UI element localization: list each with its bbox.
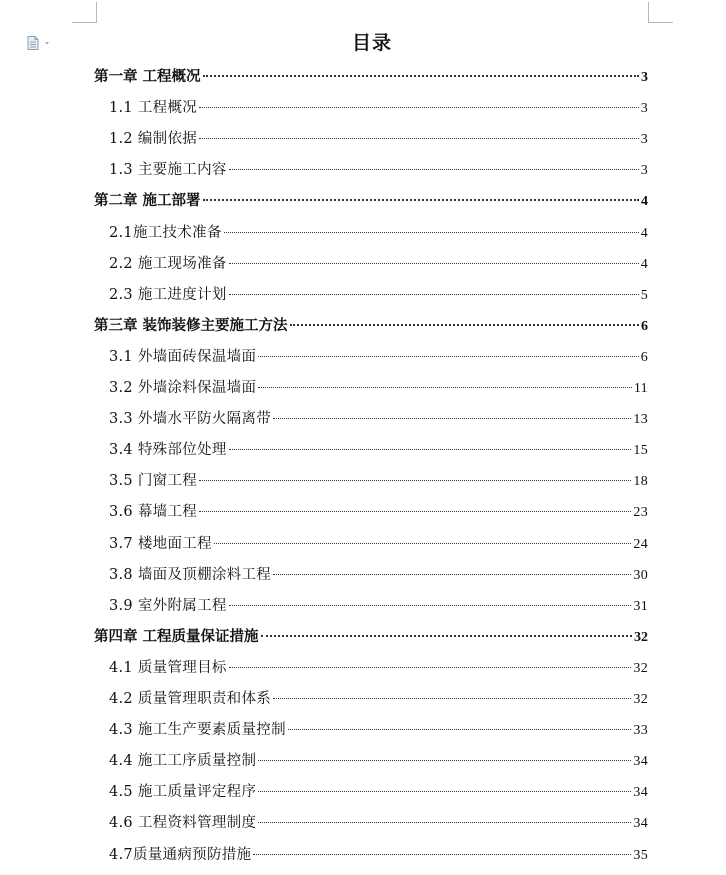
toc-page-number: 5 [640, 287, 648, 303]
toc-page-number: 3 [640, 163, 648, 179]
toc-section-entry[interactable] [109, 346, 648, 368]
toc-title: 目录 [351, 32, 392, 54]
toc-section-entry[interactable] [109, 501, 648, 523]
toc-entry-text: 3.1 外墙面砖保温墙面 [109, 348, 257, 365]
toc-entry-text: 1.1 工程概况 [109, 100, 198, 117]
toc-page-number: 13 [633, 412, 648, 428]
toc-entry-text: 第四章 工程质量保证措施 [94, 627, 259, 645]
toc-entry-text: 2.3 施工进度计划 [109, 286, 227, 303]
toc-entry-text: 4.7质量通病预防措施 [109, 846, 252, 863]
toc-section-entry[interactable] [109, 657, 648, 679]
toc-entry-text: 3.7 楼地面工程 [109, 535, 212, 552]
toc-section-entry[interactable] [109, 750, 648, 772]
toc-chapter-entry[interactable] [94, 190, 648, 212]
toc-page-number: 6 [640, 349, 648, 365]
toc-page-number: 31 [633, 598, 648, 614]
toc-section-entry[interactable] [109, 781, 648, 803]
toc-page-number: 33 [633, 723, 648, 739]
toc-section-entry[interactable] [109, 844, 648, 866]
toc-page-number: 35 [633, 847, 648, 863]
toc-section-entry[interactable] [109, 688, 648, 710]
toc-section-entry[interactable] [109, 564, 648, 586]
toc-dot-leader [224, 232, 639, 233]
toc-page-number: 4 [641, 194, 648, 210]
toc-entry-text: 4.2 质量管理职责和体系 [109, 691, 272, 707]
toc-entry-text: 第三章 装饰装修主要施工方法 [94, 316, 288, 334]
toc-section-entry[interactable] [109, 222, 648, 244]
toc-dot-leader [253, 854, 631, 855]
toc-section-entry[interactable] [109, 812, 648, 834]
toc-chapter-entry[interactable] [94, 315, 648, 337]
toc-page-number: 11 [633, 381, 648, 396]
toc-chapter-entry[interactable] [94, 626, 648, 648]
toc-entry-text: 4.3 施工生产要素质量控制 [109, 722, 286, 739]
toc-dot-leader [199, 107, 639, 108]
toc-section-entry[interactable] [109, 719, 648, 741]
toc-dot-leader [273, 418, 631, 419]
toc-dot-leader [229, 263, 639, 264]
toc-page-number: 30 [633, 567, 648, 583]
toc-entry-text: 1.2 编制依据 [109, 131, 198, 148]
toc-dot-leader [258, 822, 631, 823]
toc-dot-leader [229, 169, 639, 170]
toc-page-number: 23 [633, 505, 648, 521]
toc-section-entry[interactable] [109, 377, 648, 399]
toc-page-number: 6 [641, 318, 648, 334]
toc-page-number: 18 [633, 474, 648, 490]
toc-page-number: 34 [633, 785, 648, 801]
page-corner-top-right [648, 2, 673, 23]
toc-dot-leader [290, 324, 639, 326]
toc-dot-leader [199, 480, 631, 481]
toc-dot-leader [199, 511, 631, 512]
toc-dot-leader [273, 574, 631, 575]
toc-section-entry[interactable] [109, 128, 648, 150]
toc-page-number: 24 [633, 536, 648, 552]
toc-entry-text: 4.6 工程资料管理制度 [109, 815, 257, 832]
toc-entry-text: 第二章 施工部署 [94, 192, 201, 210]
toc-section-entry[interactable] [109, 533, 648, 555]
toc-section-entry[interactable] [109, 159, 648, 181]
toc-entry-text: 3.2 外墙涂料保温墙面 [109, 380, 257, 396]
page-corner-top-left [72, 2, 97, 23]
toc-section-entry[interactable] [109, 408, 648, 430]
toc-entry-text: 3.5 门窗工程 [109, 473, 198, 490]
toc-chapter-entry[interactable] [94, 66, 648, 88]
toc-entry-text: 2.2 施工现场准备 [109, 255, 227, 272]
toc-dot-leader [203, 75, 639, 77]
toc-page-number: 4 [640, 225, 648, 241]
toc-page-number: 32 [634, 629, 648, 645]
toc-section-entry[interactable] [109, 97, 648, 119]
toc-dot-leader [229, 605, 632, 606]
toc-page-number: 34 [633, 754, 648, 770]
toc-dot-leader [258, 791, 631, 792]
toc-page-number: 4 [640, 256, 648, 272]
toc-dot-leader [229, 449, 632, 450]
toc-dot-leader [258, 356, 638, 357]
toc-page-number: 3 [641, 70, 648, 85]
toc-page-number: 3 [640, 101, 648, 117]
toc-entry-text: 4.1 质量管理目标 [109, 659, 227, 676]
toc-dot-leader [229, 667, 632, 668]
toc-dot-leader [288, 729, 632, 730]
toc-section-entry[interactable] [109, 253, 648, 275]
toc-page-number: 15 [633, 443, 648, 459]
toc-entry-text: 3.6 幕墙工程 [109, 504, 198, 521]
toc-entry-text: 1.3 主要施工内容 [109, 162, 227, 179]
toc-page-number: 32 [633, 692, 648, 707]
toc-entry-text: 第一章 工程概况 [94, 68, 201, 85]
toc-section-entry[interactable] [109, 439, 648, 461]
toc-entry-text: 4.4 施工工序质量控制 [109, 753, 257, 770]
toc-dot-leader [203, 199, 639, 201]
toc-dot-leader [273, 698, 631, 699]
toc-section-entry[interactable] [109, 284, 648, 306]
toc-page-number: 34 [633, 816, 648, 832]
toc-dot-leader [214, 543, 632, 544]
toc-dot-leader [229, 294, 639, 295]
toc-dot-leader [258, 387, 632, 388]
toc-entry-text: 3.8 墙面及顶棚涂料工程 [109, 566, 272, 583]
toc-dot-leader [258, 760, 631, 761]
toc-entry-text: 2.1施工技术准备 [109, 224, 222, 241]
toc-entry-text: 4.5 施工质量评定程序 [109, 784, 257, 801]
toc-page-number: 3 [640, 132, 648, 148]
toc-dot-leader [261, 635, 632, 637]
toc-entry-text: 3.3 外墙水平防火隔离带 [109, 411, 272, 428]
toc-page-number: 32 [633, 660, 648, 676]
toc-section-entry[interactable] [109, 470, 648, 492]
toc-entry-text: 3.4 特殊部位处理 [109, 442, 227, 459]
toc-entry-text: 3.9 室外附属工程 [109, 597, 227, 614]
toc-dot-leader [199, 138, 639, 139]
toc-section-entry[interactable] [109, 595, 648, 617]
